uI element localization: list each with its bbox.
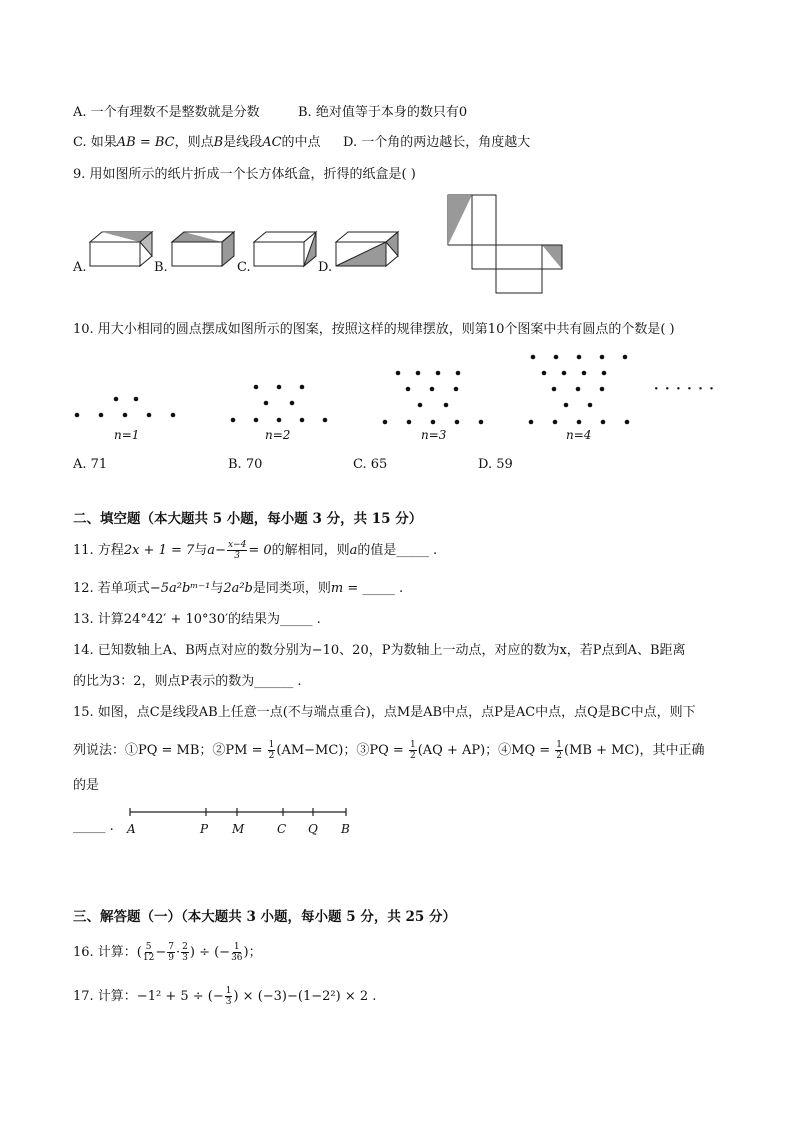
paper-net-figure: [446, 193, 566, 295]
q9-label-c: C.: [237, 260, 251, 275]
q10-option-a: A. 71: [73, 457, 108, 472]
q8-option-a: A. 一个有理数不是整数就是分数: [73, 105, 260, 120]
q8-option-d: D. 一个角的两边越长，角度越大: [343, 135, 531, 150]
q10-caption-n1: n=1: [114, 428, 140, 442]
box-option-c-figure: [252, 230, 322, 270]
section-2-title: 二、填空题（本大题共 5 小题，每小题 3 分，共 15 分）: [73, 511, 423, 527]
q9-label-b: B.: [154, 260, 168, 275]
q10-stem: 10. 用大小相同的圆点摆成如图所示的图案，按照这样的规律摆放，则第10个图案中共有圆点的个数是( ): [73, 322, 675, 337]
q10-option-c: C. 65: [353, 457, 388, 472]
box-option-d-figure: [334, 230, 404, 270]
q10-caption-n2: n=2: [265, 428, 291, 442]
q8-option-c: C. 如果AB = BC，则点B是线段AC的中点: [73, 135, 321, 150]
q11: 11. 方程2x + 1 = 7与a− $\frac{x-4}{3}$ = 0的解相同，则a的值是_____ .: [73, 540, 438, 561]
q15-point-q: Q: [308, 822, 318, 836]
q17: 17. 计算：−1² + 5 ÷ (− $\frac{1}{3}$ ) × (−3)−(1−2²) × 2 .: [73, 986, 377, 1007]
q9-label-a: A.: [73, 260, 87, 275]
q15-point-c: C: [277, 822, 287, 836]
q10-option-d: D. 59: [478, 457, 513, 472]
q15-point-p: P: [200, 822, 209, 836]
q14-line1: 14. 已知数轴上A、B两点对应的数分别为−10、20，P为数轴上一动点，对应的数为x，若P点到A、B距离: [73, 643, 686, 658]
section-3-title: 三、解答题（一）（本大题共 3 小题，每小题 5 分，共 25 分）: [73, 909, 457, 925]
q16: 16. 计算：( $\frac{5}{12}$ − $\frac{7}{9}$ · $\frac{2}{3}$ ) ÷ (− $\frac{1}{36}$ )；: [73, 942, 262, 963]
q15-point-a: A: [127, 822, 136, 836]
q15-line1: 15. 如图，点C是线段AB上任意一点(不与端点重合)，点M是AB中点，点P是AC中点，点Q是BC中点，则下: [73, 705, 696, 720]
dot-pattern-n4: [524, 350, 636, 430]
dot-pattern-n1: [70, 390, 180, 430]
q15-point-m: M: [232, 822, 245, 836]
q10-caption-n4: n=4: [566, 428, 592, 442]
dot-pattern-n2: [226, 380, 336, 430]
box-option-a-figure: [88, 230, 158, 270]
q9-label-d: D.: [318, 260, 333, 275]
q15-line2: 列说法：①PQ = MB；②PM = $\frac{1}{2}$ (AM−MC)；③PQ = $\frac{1}{2}$ (AQ + AP)；④MQ = $\frac{1}{2}$ (MB + MC)，其中正确: [73, 740, 705, 761]
q13: 13. 计算24°42′ + 10°30′的结果为_____ .: [73, 612, 321, 627]
q10-ellipsis: · · · · · ·: [654, 382, 715, 397]
q8-option-b: B. 绝对值等于本身的数只有0: [298, 105, 468, 120]
dot-pattern-n3: [380, 366, 490, 430]
q10-option-b: B. 70: [228, 457, 263, 472]
q9-stem: 9. 用如图所示的纸片折成一个长方体纸盒，折得的纸盒是( ): [73, 167, 416, 182]
q12: 12. 若单项式−5a²bᵐ⁻¹与2a²b是同类项，则m = _____ .: [73, 581, 404, 596]
box-option-b-figure: [170, 230, 240, 270]
q10-caption-n3: n=3: [421, 428, 447, 442]
q15-answer-blank: _____ .: [73, 819, 114, 834]
q15-line3: 的是: [73, 778, 100, 793]
q14-line2: 的比为3：2，则点P表示的数为______ .: [73, 674, 302, 689]
q15-point-b: B: [341, 822, 350, 836]
q11-fraction: $\frac{x-4}{3}$: [227, 540, 247, 561]
